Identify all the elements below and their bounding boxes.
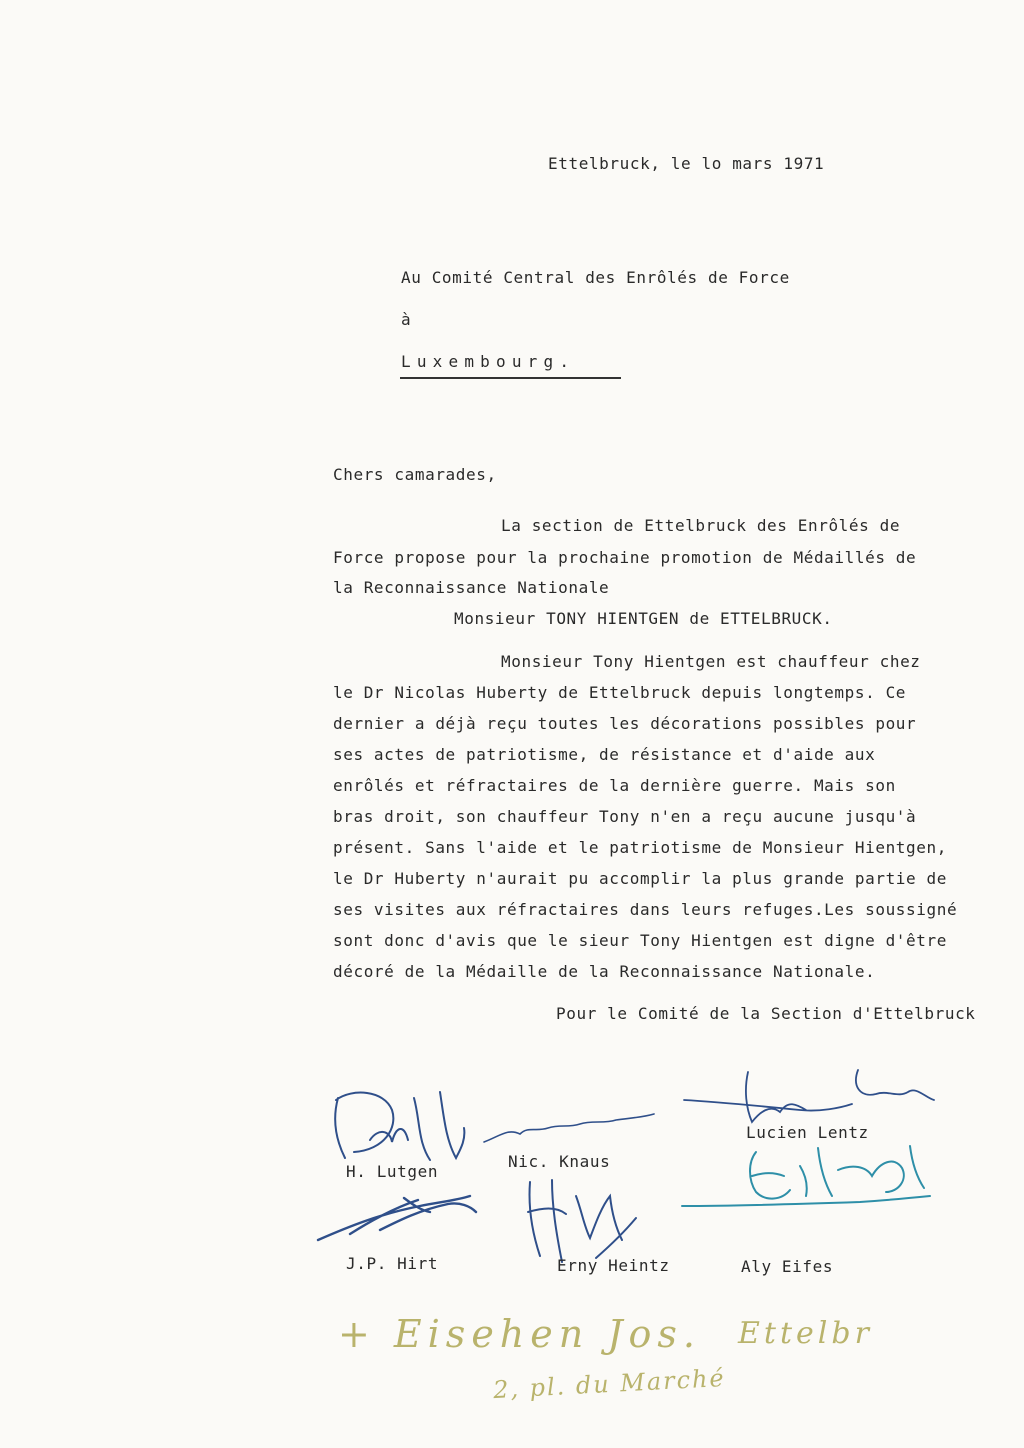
handwritten-note-name: + Eisehen Jos. [338, 1312, 702, 1356]
body-line: bras droit, son chauffeur Tony n'en a reçu aucune jusqu'à [333, 807, 917, 826]
recipient-underline [400, 377, 621, 379]
nominee-line: Monsieur TONY HIENTGEN de ETTELBRUCK. [454, 609, 833, 628]
body-line: dernier a déjà reçu toutes les décorations possibles pour [333, 714, 917, 733]
signatory-name: Nic. Knaus [508, 1152, 611, 1171]
proposal-line: Force propose pour la prochaine promotion de Médaillés de [333, 548, 917, 567]
body-line: ses visites aux réfractaires dans leurs refuges.Les soussigné [333, 900, 958, 919]
body-line: présent. Sans l'aide et le patriotisme de Monsieur Hientgen, [333, 838, 947, 857]
signatory-name: J.P. Hirt [346, 1254, 439, 1273]
body-line: enrôlés et réfractaires de la dernière guerre. Mais son [333, 776, 896, 795]
dateline: Ettelbruck, le lo mars 1971 [548, 154, 825, 173]
body-line: Monsieur Tony Hientgen est chauffeur chez [501, 652, 921, 671]
proposal-line: la Reconnaissance Nationale [333, 578, 610, 597]
signatory-name: Erny Heintz [557, 1256, 670, 1275]
signatory-name: Lucien Lentz [746, 1123, 869, 1142]
proposal-line: La section de Ettelbruck des Enrôlés de [501, 516, 901, 535]
signature-lutgen [335, 1092, 464, 1160]
handwritten-note-address: 2, pl. du Marché [492, 1363, 727, 1405]
body-line: décoré de la Médaille de la Reconnaissance Nationale. [333, 962, 876, 981]
handwritten-note-town: Ettelbr [738, 1316, 873, 1351]
signatory-name: Aly Eifes [741, 1257, 834, 1276]
closing-line: Pour le Comité de la Section d'Ettelbruck [556, 1004, 976, 1023]
body-line: ses actes de patriotisme, de résistance et d'aide aux [333, 745, 876, 764]
signature-heintz [528, 1180, 636, 1262]
signature-knaus [484, 1114, 654, 1142]
recipient-line-2: à [401, 310, 412, 329]
salutation: Chers camarades, [333, 465, 497, 484]
signature-lentz [684, 1070, 934, 1122]
signatory-name: H. Lutgen [346, 1162, 439, 1181]
recipient-line-1: Au Comité Central des Enrôlés de Force [401, 268, 790, 287]
recipient-city: Luxembourg. [401, 352, 576, 371]
body-line: sont donc d'avis que le sieur Tony Hientgen est digne d'être [333, 931, 947, 950]
signature-hirt [318, 1196, 476, 1240]
signature-eifes [682, 1146, 930, 1206]
body-line: le Dr Huberty n'aurait pu accomplir la plus grande partie de [333, 869, 947, 888]
body-line: le Dr Nicolas Huberty de Ettelbruck depuis longtemps. Ce [333, 683, 907, 702]
